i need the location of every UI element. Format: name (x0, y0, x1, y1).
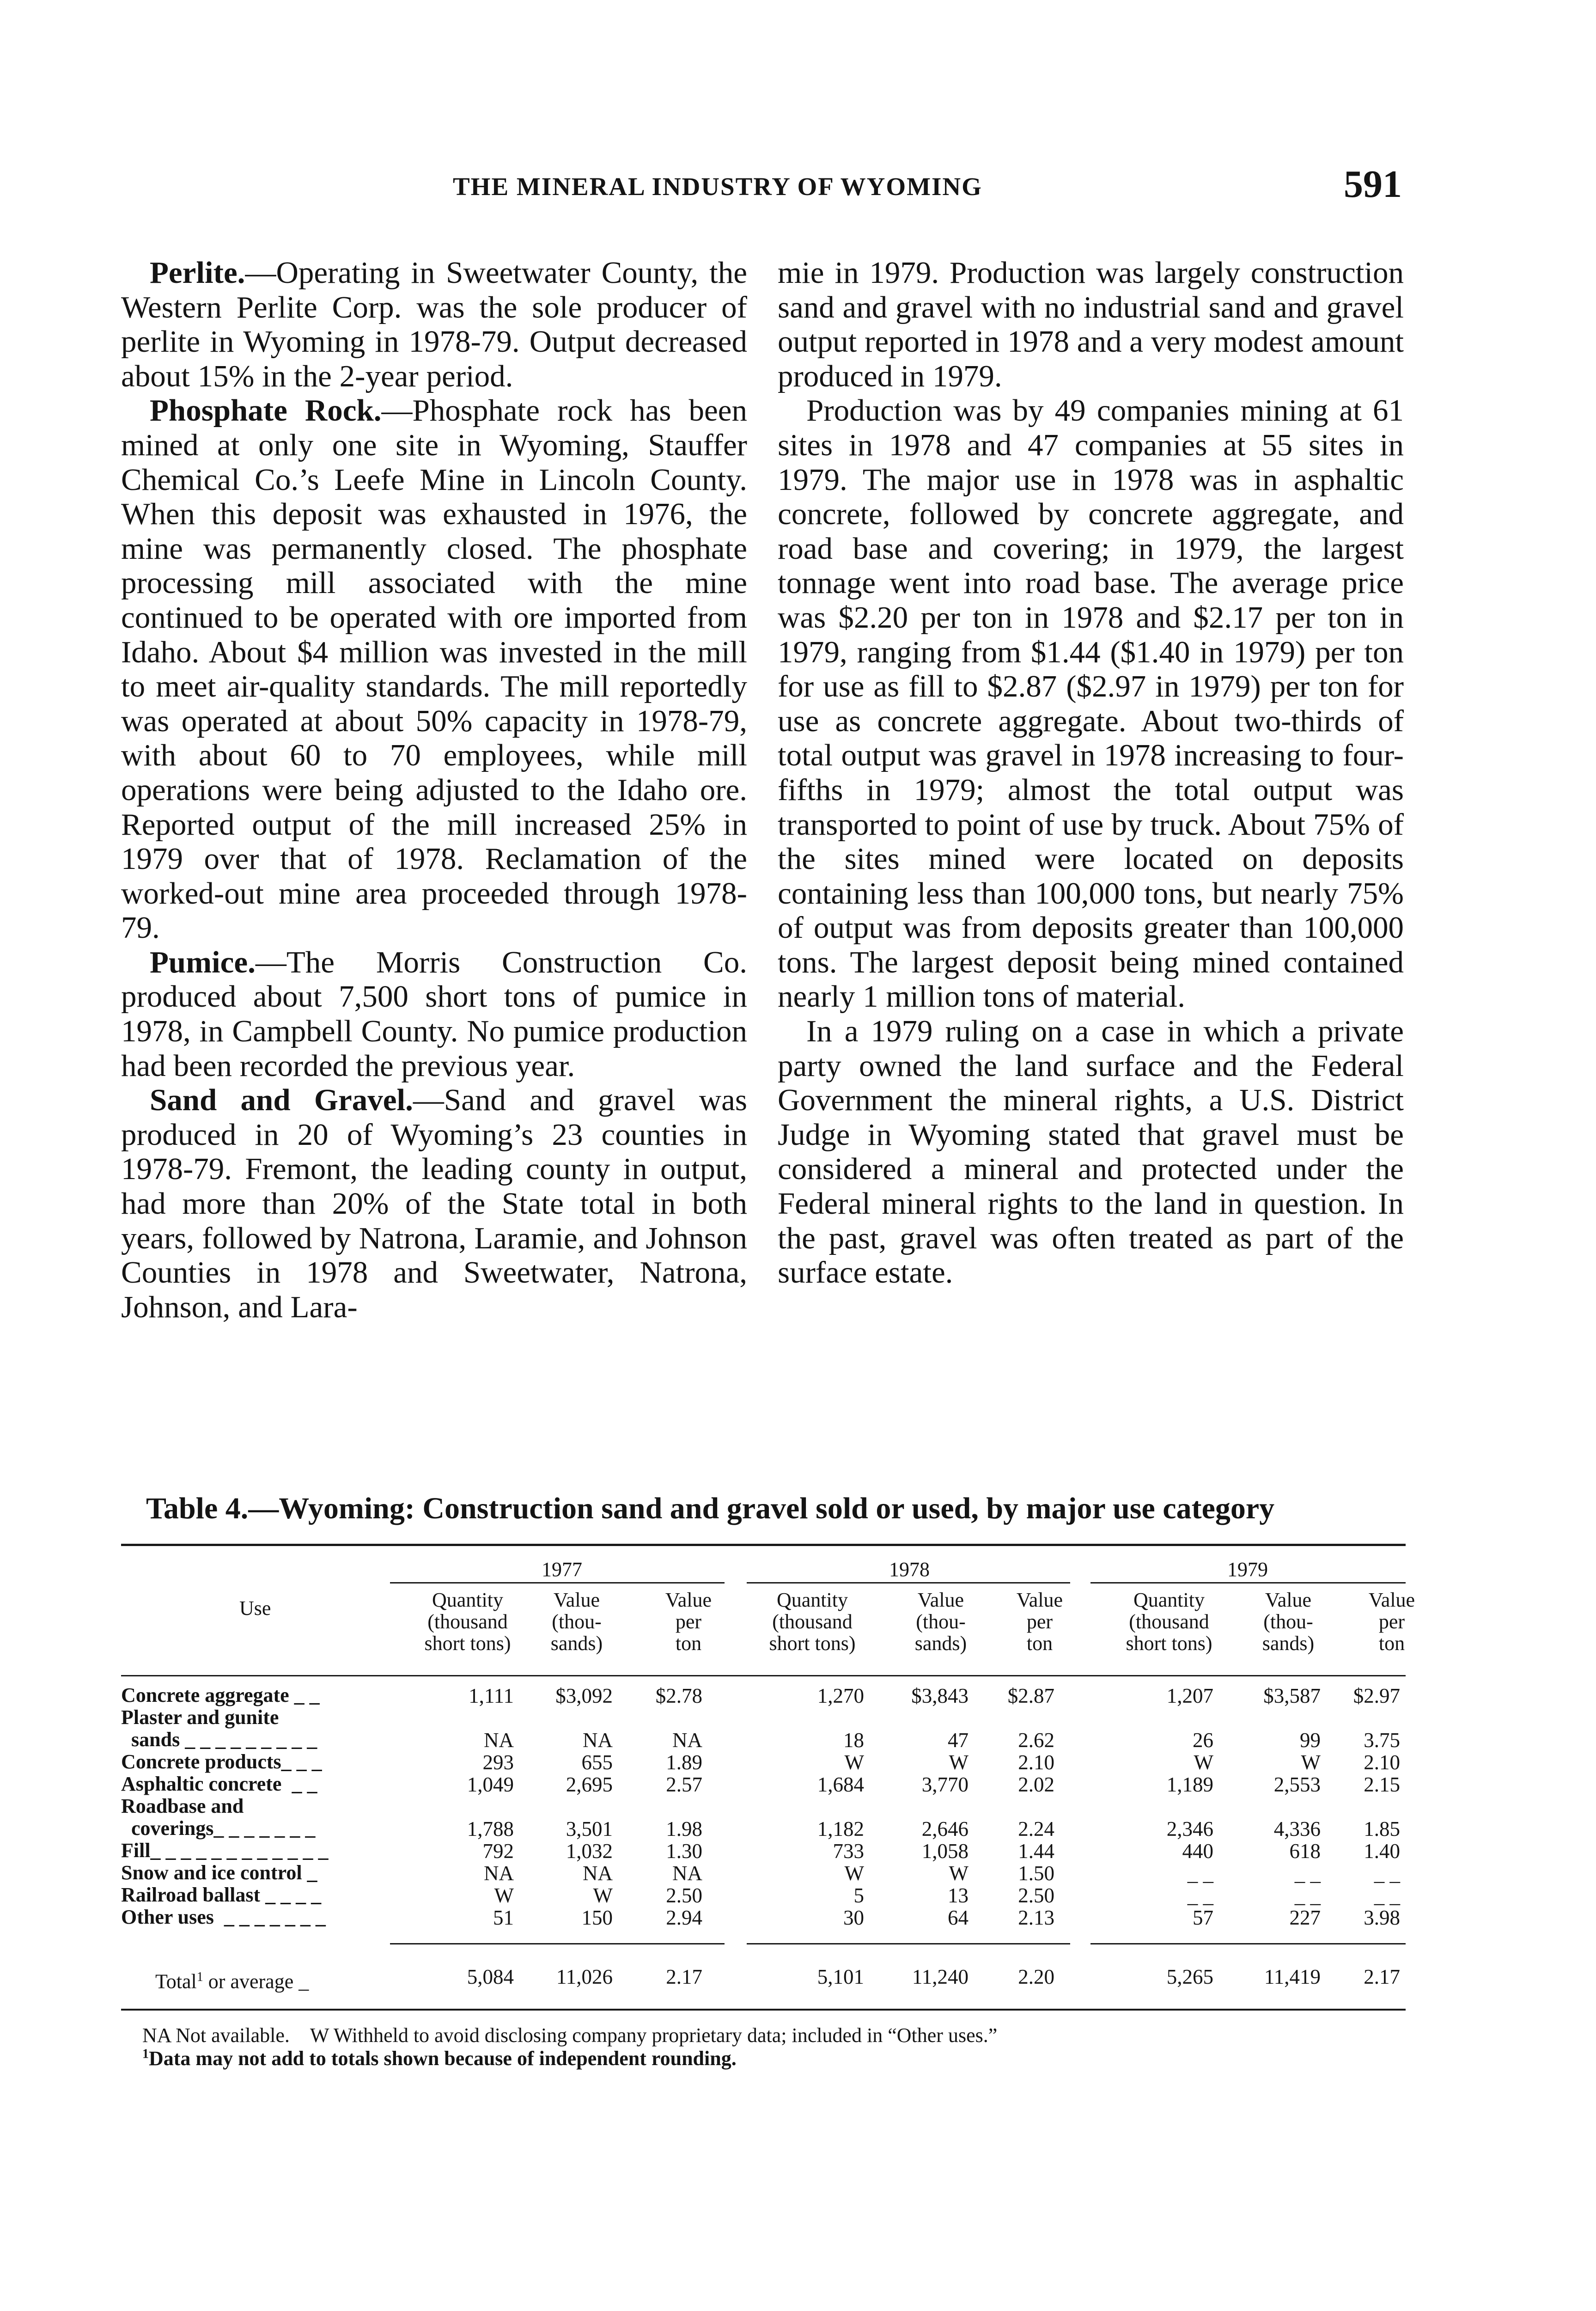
total-rule-1977 (390, 1943, 725, 1944)
year-rule-1979 (1090, 1582, 1406, 1583)
sub-header-1977-value-line-2: (thou- (552, 1610, 602, 1633)
table-cell: W (1194, 1751, 1213, 1774)
table-top-rule (121, 1544, 1406, 1546)
table-cell: 2,695 (566, 1773, 613, 1796)
total-cell: 2.20 (1018, 1965, 1054, 1988)
running-header: THE MINERAL INDUSTRY OF WYOMING (453, 172, 982, 201)
table-cell: _ _ (1294, 1862, 1321, 1885)
table-cell: NA (583, 1729, 613, 1752)
phosphate-heading: Phosphate Rock. (150, 393, 382, 428)
total-cell: 11,419 (1264, 1965, 1321, 1988)
sub-header-1977-value-per-ton-line-1: Value (665, 1589, 712, 1611)
year-rule-1977 (390, 1582, 725, 1583)
year-rule-1978 (747, 1582, 1070, 1583)
table-cell: W (949, 1862, 969, 1885)
table-cell: 1.44 (1018, 1840, 1054, 1863)
table-cell: NA (672, 1862, 702, 1885)
table-cell: 2,346 (1166, 1817, 1213, 1840)
sub-header-1978-quantity-line-2: (thousand (772, 1610, 853, 1633)
total-rule-1979 (1090, 1943, 1406, 1944)
table-cell: 57 (1193, 1906, 1213, 1929)
table-title: Table 4.—Wyoming: Construction sand and gravel sold or used, by major use category (146, 1492, 1275, 1525)
table-cell: 2.10 (1364, 1751, 1400, 1774)
table-cell: 227 (1289, 1906, 1321, 1929)
table-cell: 2.10 (1018, 1751, 1054, 1774)
table-cell: 1,058 (921, 1840, 969, 1863)
table-cell: 18 (843, 1729, 864, 1752)
sub-header-1977-value-per-ton-line-2: per (675, 1610, 702, 1633)
phosphate-text: —Phosphate rock has been mined at only one site in Wyoming, Stauffer Chemical Co.’s Leefe Mine in Lincoln County. When this deposit was exhausted in 1976, the mine was permanently closed. The phosphate processing mill associated with the mine continued to be operated with ore imported from Idaho. About $4 million was invested in the mill to meet air-quality standards. The mill reportedly was operated at about 50% capacity in 1978-79, with about 60 to 70 employees, while mill operations were being adjusted to the Idaho ore. Reported output of the mill increased 25% in 1979 over that of 1978. Reclamation of the worked-out mine area proceeded through 1978-79. (121, 393, 747, 945)
sub-header-1977-quantity-line-3: short tons) (424, 1632, 511, 1655)
total-label: Total (155, 1970, 197, 1993)
sub-header-1977-value-line-3: sands) (550, 1632, 603, 1655)
total-cell: 2.17 (1364, 1965, 1400, 1988)
row-label-line: Roadbase and (121, 1795, 244, 1817)
pumice-paragraph (121, 945, 747, 1083)
table-cell: _ _ (1187, 1884, 1213, 1907)
table-cell: 30 (843, 1906, 864, 1929)
table-cell: 2.02 (1018, 1773, 1054, 1796)
pumice-text: —The Morris Construction Co. produced about 7,500 short tons of pumice in 1978, in Campbell County. No pumice production had been recorded the previous year. (121, 945, 747, 1083)
table-cell: 2.62 (1018, 1729, 1054, 1752)
table-cell: _ _ (1294, 1884, 1321, 1907)
table-cell: 293 (482, 1751, 514, 1774)
total-cell: 5,101 (817, 1965, 864, 1988)
note-na: NA Not available. (142, 2024, 290, 2047)
total-rule-1978 (747, 1943, 1070, 1944)
table-cell: 1,207 (1166, 1684, 1213, 1707)
sub-header-1979-quantity-line-3: short tons) (1126, 1632, 1212, 1655)
ruling-paragraph: In a 1979 ruling on a case in which a private party owned the land surface and the Federal Government the mineral rights, a U.S. District Judge in Wyoming stated that gravel must be considered a mineral and protected under the Federal mineral rights to the land in question. In the past, gravel was often treated as part of the surface estate. (778, 1014, 1404, 1290)
row-label-line: Asphaltic concrete _ _ (121, 1773, 317, 1795)
table-cell: 2,646 (921, 1817, 969, 1840)
table-cell: _ _ (1374, 1884, 1400, 1907)
table-cell: W (844, 1862, 864, 1885)
table-cell: 1,270 (817, 1684, 864, 1707)
table-cell: 3.75 (1364, 1729, 1400, 1752)
sub-header-1978-value-per-ton-line-1: Value (1016, 1589, 1063, 1611)
perlite-paragraph (121, 256, 747, 393)
table-note-rounding (142, 2047, 737, 2070)
pumice-heading: Pumice. (150, 945, 256, 979)
table-cell: $2.97 (1353, 1684, 1400, 1707)
row-label-line: Concrete products_ _ _ (121, 1750, 322, 1773)
table-cell: $2.87 (1007, 1684, 1054, 1707)
table-cell: 2,553 (1273, 1773, 1321, 1796)
table-cell: 2.15 (1364, 1773, 1400, 1796)
sub-header-1977-value-per-ton-line-3: ton (675, 1632, 702, 1655)
left-column (121, 256, 747, 1324)
table-cell: 1.98 (666, 1817, 702, 1840)
sub-header-1979-value-line-1: Value (1265, 1589, 1312, 1611)
table-cell: 2.24 (1018, 1817, 1054, 1840)
table-note-abbreviations (142, 2024, 997, 2047)
table-cell: 26 (1193, 1729, 1213, 1752)
page-number: 591 (1344, 163, 1402, 206)
sand-gravel-text: —Sand and gravel was produced in 20 of Wyoming’s 23 counties in 1978-79. Fremont, the leading county in output, had more than 20% of the State total in both years, followed by Natrona, Laramie, and Johnson Counties in 1978 and Sweetwater, Natrona, Johnson, and Lara- (121, 1083, 747, 1324)
table-cell: $3,587 (1263, 1684, 1321, 1707)
total-cell: 5,265 (1166, 1965, 1213, 1988)
note-w: W Withheld to avoid disclosing company proprietary data; included in “Other uses.” (310, 2024, 998, 2047)
table-cell: 733 (833, 1840, 864, 1863)
perlite-heading: Perlite. (150, 256, 245, 290)
sand-gravel-heading: Sand and Gravel. (150, 1083, 413, 1118)
table-cell: 1,684 (817, 1773, 864, 1796)
table-cell: W (593, 1884, 613, 1907)
table-cell: 47 (948, 1729, 969, 1752)
sub-header-1978-quantity-line-3: short tons) (769, 1632, 856, 1655)
row-label-line: Other uses _ _ _ _ _ _ _ (121, 1906, 326, 1928)
table-cell: 2.50 (666, 1884, 702, 1907)
table-cell: 5 (853, 1884, 864, 1907)
row-label-line: Fill_ _ _ _ _ _ _ _ _ _ _ _ (121, 1839, 329, 1862)
table-cell: $3,843 (911, 1684, 969, 1707)
table-cell: 4,336 (1273, 1817, 1321, 1840)
sub-header-1977-quantity-line-2: (thousand (427, 1610, 508, 1633)
table-cell: 1,111 (469, 1684, 514, 1707)
sub-header-1979-value-line-3: sands) (1262, 1632, 1315, 1655)
table-cell: NA (484, 1862, 514, 1885)
table-cell: 99 (1300, 1729, 1321, 1752)
right-column (778, 256, 1404, 1290)
row-label-line: Plaster and gunite (121, 1706, 279, 1729)
total-cell: 11,240 (912, 1965, 969, 1988)
total-footnote-marker: 1 (196, 1970, 203, 1984)
table-cell: 2.57 (666, 1773, 702, 1796)
table-cell: 13 (948, 1884, 969, 1907)
table-cell: 1,189 (1166, 1773, 1213, 1796)
year-header-1979: 1979 (1227, 1558, 1268, 1581)
table-cell: 51 (493, 1906, 514, 1929)
total-label-rest: or average _ (203, 1970, 309, 1993)
table-cell: _ _ (1187, 1862, 1213, 1885)
table-cell: 3,501 (566, 1817, 613, 1840)
sub-header-1978-value-per-ton-line-3: ton (1026, 1632, 1053, 1655)
row-label-line: coverings_ _ _ _ _ _ _ (121, 1817, 316, 1840)
sub-header-1979-value-per-ton-line-2: per (1378, 1610, 1405, 1633)
table-cell: 792 (482, 1840, 514, 1863)
sub-header-1979-quantity-line-1: Quantity (1133, 1589, 1205, 1611)
table-cell: 2.13 (1018, 1906, 1054, 1929)
table-cell: 655 (581, 1751, 613, 1774)
table-cell: $2.78 (655, 1684, 702, 1707)
table-cell: 1.40 (1364, 1840, 1400, 1863)
row-label-line: sands _ _ _ _ _ _ _ _ _ (121, 1728, 317, 1751)
total-row-label (155, 1966, 309, 1993)
table-cell: NA (583, 1862, 613, 1885)
row-label-line: Railroad ballast _ _ _ _ (121, 1883, 322, 1906)
table-cell: 2.94 (666, 1906, 702, 1929)
perlite-text: —Operating in Sweetwater County, the Western Perlite Corp. was the sole producer of perlite in Wyoming in 1978-79. Output decreased about 15% in the 2-year period. (121, 256, 747, 393)
table-cell: W (494, 1884, 514, 1907)
table-cell: 440 (1182, 1840, 1213, 1863)
sub-header-1978-value-per-ton-line-2: per (1026, 1610, 1053, 1633)
sub-header-1978-value-line-3: sands) (914, 1632, 967, 1655)
table-bottom-rule (121, 2009, 1406, 2011)
table-cell: 1,032 (566, 1840, 613, 1863)
table-cell: NA (484, 1729, 514, 1752)
sub-header-1979-value-line-2: (thou- (1263, 1610, 1313, 1633)
table-cell: _ _ (1374, 1862, 1400, 1885)
continuation-paragraph: mie in 1979. Production was largely construction sand and gravel with no industrial sand and gravel output reported in 1978 and a very modest amount produced in 1979. (778, 256, 1404, 393)
table-cell: 1.50 (1018, 1862, 1054, 1885)
header-bottom-rule (121, 1675, 1406, 1676)
table-cell: W (949, 1751, 969, 1774)
sub-header-1977-value-line-1: Value (553, 1589, 600, 1611)
row-label-line: Snow and ice control _ (121, 1861, 317, 1884)
sub-header-1978-value-line-2: (thou- (916, 1610, 966, 1633)
table-cell: 1.85 (1364, 1817, 1400, 1840)
table-cell: 618 (1289, 1840, 1321, 1863)
table-cell: NA (672, 1729, 702, 1752)
table-cell: W (844, 1751, 864, 1774)
table-cell: 1,788 (467, 1817, 514, 1840)
sub-header-1979-value-per-ton-line-1: Value (1368, 1589, 1415, 1611)
sub-header-1977-quantity-line-1: Quantity (432, 1589, 503, 1611)
table-cell: 1,182 (817, 1817, 864, 1840)
table-cell: $3,092 (555, 1684, 613, 1707)
total-cell: 11,026 (556, 1965, 613, 1988)
note-1-marker: 1 (142, 2047, 149, 2061)
sub-header-1978-value-line-1: Value (917, 1589, 964, 1611)
table-cell: 1,049 (467, 1773, 514, 1796)
row-label-line: Concrete aggregate _ _ (121, 1684, 320, 1706)
table-cell: 3.98 (1364, 1906, 1400, 1929)
table-cell: W (1301, 1751, 1321, 1774)
table-cell: 1.30 (666, 1840, 702, 1863)
phosphate-paragraph (121, 393, 747, 945)
table-cell: 2.50 (1018, 1884, 1054, 1907)
table-cell: 3,770 (921, 1773, 969, 1796)
sub-header-1979-quantity-line-2: (thousand (1129, 1610, 1209, 1633)
production-paragraph: Production was by 49 companies mining at 61 sites in 1978 and 47 companies at 55 sites in 1979. The major use in 1978 was in asphaltic concrete, followed by concrete aggregate, and road base and covering; in 1979, the largest tonnage went into road base. The average price was $2.20 per ton in 1978 and $2.17 per ton in 1979, ranging from $1.44 ($1.40 in 1979) per ton for use as fill to $2.87 ($2.97 in 1979) per ton for use as concrete aggregate. About two-thirds of total output was gravel in 1978 increasing to four-fifths in 1979; almost the total output was transported to point of use by truck. About 75% of the sites mined were located on deposits containing less than 100,000 tons, but nearly 75% of output was from deposits greater than 100,000 tons. The largest deposit being mined contained nearly 1 million tons of material. (778, 393, 1404, 1014)
table-cell: 64 (948, 1906, 969, 1929)
use-column-header: Use (239, 1597, 271, 1620)
table-cell: 1.89 (666, 1751, 702, 1774)
note-1: Data may not add to totals shown because of independent rounding. (149, 2047, 737, 2070)
year-header-1977: 1977 (542, 1558, 582, 1581)
sub-header-1979-value-per-ton-line-3: ton (1378, 1632, 1405, 1655)
table-cell: 150 (581, 1906, 613, 1929)
total-cell: 5,084 (467, 1965, 514, 1988)
total-cell: 2.17 (666, 1965, 702, 1988)
sand-gravel-paragraph (121, 1083, 747, 1324)
sub-header-1978-quantity-line-1: Quantity (777, 1589, 848, 1611)
year-header-1978: 1978 (889, 1558, 930, 1581)
